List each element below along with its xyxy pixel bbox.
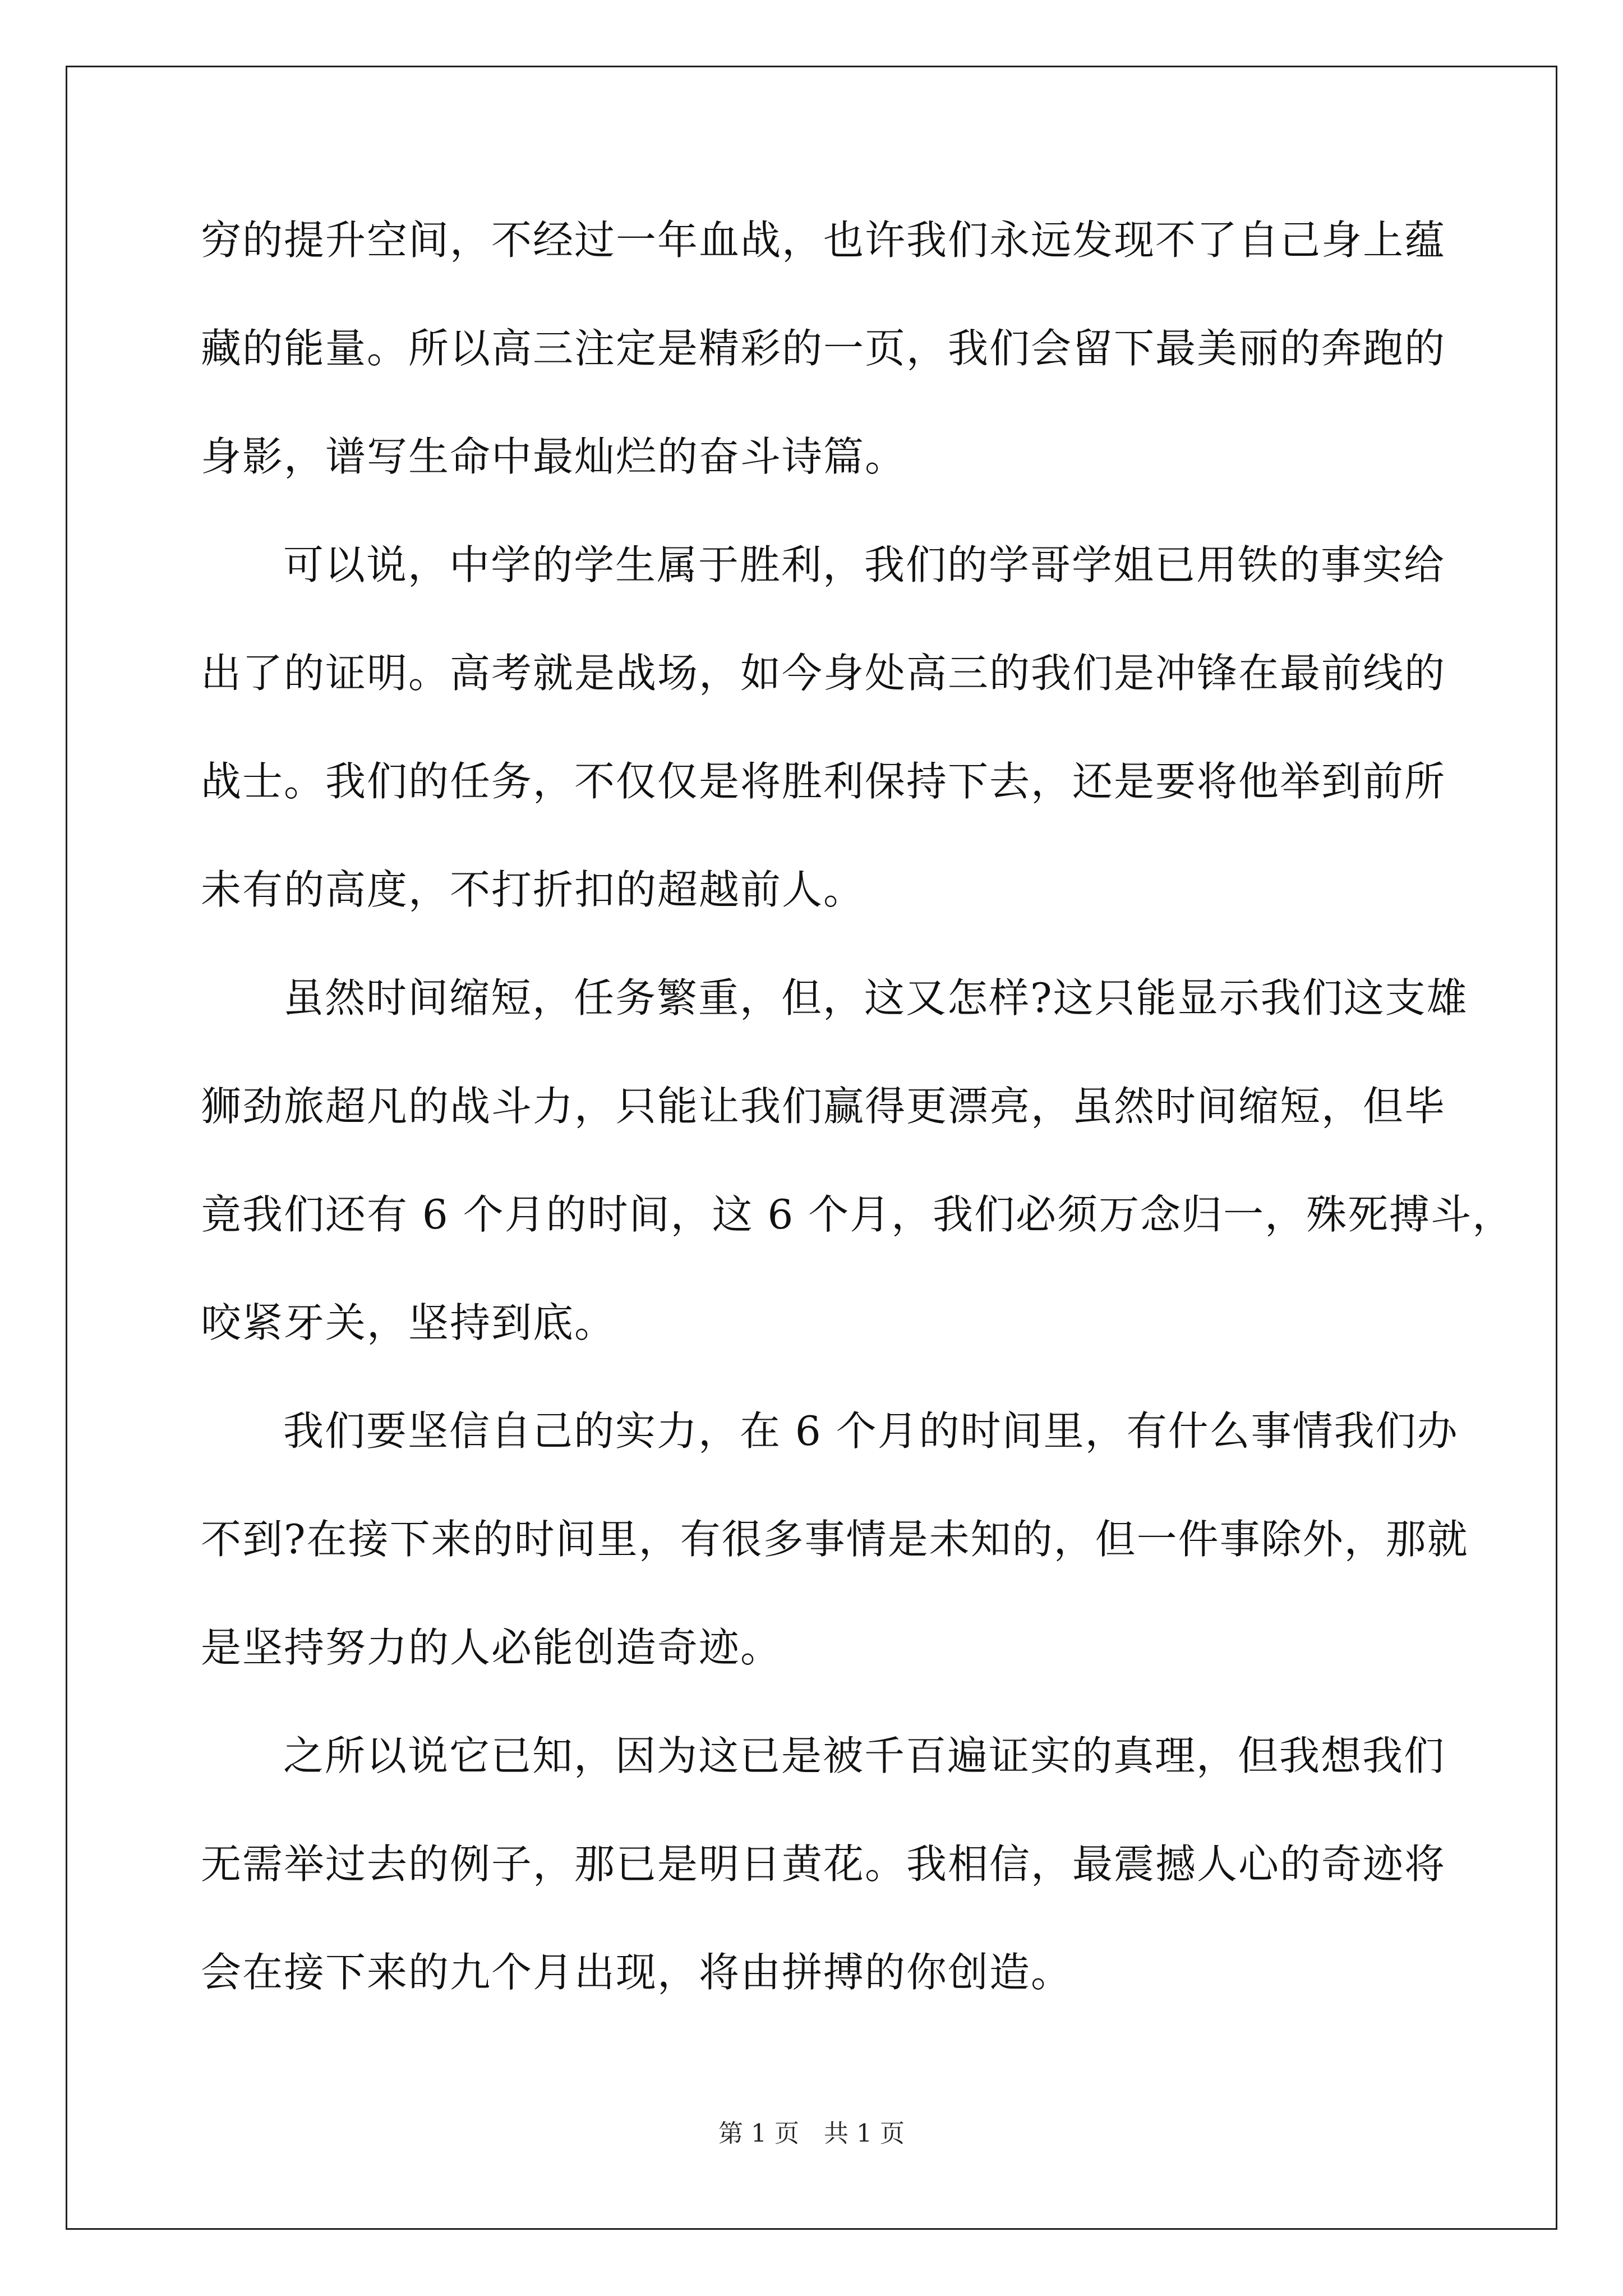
- paragraph-first-line: 我们要坚信自己的实力，在 6 个月的时间里，有什么事情我们办: [283, 1407, 1459, 1455]
- text-line: 未有的高度，不打折扣的超越前人。: [201, 866, 865, 913]
- text-line: 咬紧牙关，坚持到底。: [201, 1299, 616, 1346]
- text-line: 战士。我们的任务，不仅仅是将胜利保持下去，还是要将他举到前所: [201, 758, 1446, 805]
- page-number-footer: 第 1 页 共 1 页: [718, 2119, 905, 2148]
- document-body: [201, 213, 1514, 2054]
- text-line: 竟我们还有 6 个月的时间，这 6 个月，我们必须万念归一，殊死搏斗，: [201, 1191, 1514, 1238]
- paragraph-first-line: 虽然时间缩短，任务繁重，但，这又怎样?这只能显示我们这支雄: [283, 974, 1468, 1022]
- paragraph-first-line: 之所以说它已知，因为这已是被千百遍证实的真理，但我想我们: [283, 1732, 1446, 1779]
- text-line: 无需举过去的例子，那已是明日黄花。我相信，最震撼人心的奇迹将: [201, 1841, 1446, 1888]
- paragraph-first-line: 可以说，中学的学生属于胜利，我们的学哥学姐已用铁的事实给: [283, 541, 1446, 588]
- text-line: 出了的证明。高考就是战场，如今身处高三的我们是冲锋在最前线的: [201, 650, 1446, 697]
- text-line: 不到?在接下来的时间里，有很多事情是未知的，但一件事除外，那就: [201, 1516, 1469, 1563]
- text-line: 狮劲旅超凡的战斗力，只能让我们赢得更漂亮，虽然时间缩短，但毕: [201, 1083, 1446, 1130]
- text-line: 藏的能量。所以高三注定是精彩的一页，我们会留下最美丽的奔跑的: [201, 325, 1446, 372]
- text-line: 穷的提升空间，不经过一年血战，也许我们永远发现不了自己身上蕴: [201, 217, 1446, 264]
- text-line: 会在接下来的九个月出现，将由拼搏的你创造。: [201, 1949, 1073, 1996]
- text-line: 身影，谱写生命中最灿烂的奋斗诗篇。: [201, 433, 907, 480]
- text-line: 是坚持努力的人必能创造奇迹。: [201, 1624, 782, 1671]
